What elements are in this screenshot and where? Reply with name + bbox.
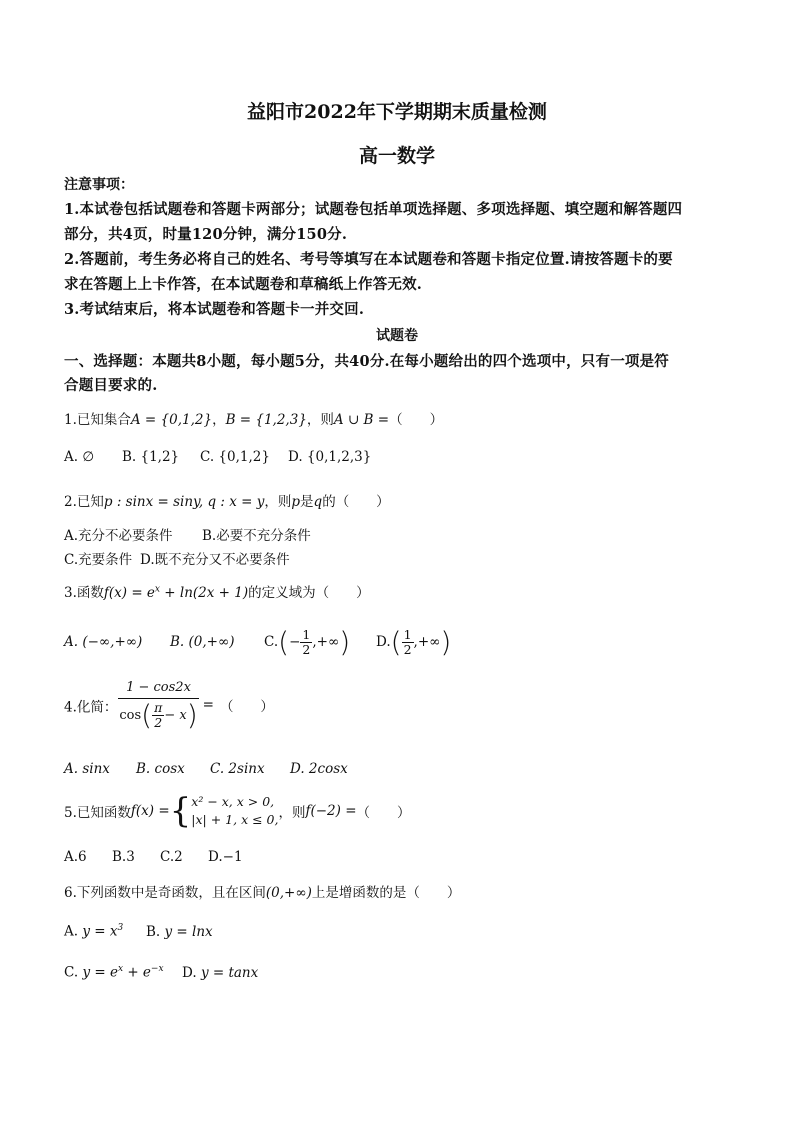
notice-line-1: 1.本试卷包括试题卷和答题卡两部分；试题卷包括单项选择题、多项选择题、填空题和解答题四: [64, 201, 683, 218]
q6-option-b-expr: y = lnx: [164, 923, 213, 940]
q3-c-den: 2: [302, 641, 311, 657]
q5-func: f(x) =: [130, 803, 170, 820]
q6-option-c-expr: y = e: [82, 964, 118, 981]
q3-blank: （ ）: [315, 585, 370, 601]
q6-option-c-exp1: x: [117, 964, 124, 974]
q3-option-c: [264, 625, 376, 659]
q6-blank: （ ）: [406, 885, 461, 901]
q1-sep: ，: [212, 412, 226, 428]
q4-right-paren: ): [186, 698, 198, 732]
q1-prefix: 1.已知集合: [64, 412, 131, 428]
q4-pi: π: [154, 700, 163, 716]
q4-prefix: 4.化简：: [64, 699, 118, 716]
subject-title: 高一数学: [358, 145, 435, 167]
q3-ask: 的定义域为: [248, 585, 316, 601]
q1-ask: ，则: [306, 412, 334, 428]
q3-c-tail: ,+∞: [312, 633, 340, 650]
q6-option-c-label: C.: [64, 964, 79, 981]
q4-cos: cos: [119, 708, 142, 724]
q5-prefix: 5.已知函数: [64, 805, 131, 822]
q2-option-c: C.充要条件: [64, 552, 133, 568]
q6-interval: (0,+∞): [265, 885, 312, 901]
q1-option-a: A. ∅: [64, 449, 95, 465]
q6-option-d-label: D.: [182, 964, 197, 981]
q5-ask: ，则: [278, 805, 306, 822]
q4-option-c: C. 2sinx: [210, 761, 265, 777]
q3-c-fraction: [300, 628, 312, 657]
q1-option-d: D. {0,1,2,3}: [288, 449, 372, 465]
q6-prefix: 6.下列函数中是奇函数，且在区间: [64, 885, 266, 901]
q6-option-a-label: A.: [64, 923, 79, 940]
q6-option-b-label: B.: [146, 923, 161, 940]
notice-line-5: 3.考试结束后，将本试题卷和答题卡一并交回.: [64, 301, 365, 318]
q6-ask: 上是增函数的是: [311, 885, 407, 901]
section-heading-line-1: 一、选择题：本题共8小题，每小题5分，共40分.在每小题给出的四个选项中，只有一项是符: [64, 353, 670, 370]
q6-options-row-1: [64, 923, 213, 940]
notice-line-4: 求在答题上上卡作答，在本试题卷和草稿纸上作答无效.: [64, 276, 423, 293]
q5-blank: （ ）: [356, 805, 411, 822]
paper-label: 试题卷: [376, 328, 418, 344]
q4-minus-x: − x: [164, 708, 187, 724]
notice-line-3: 2.答题前，考生务必将自己的姓名、考号等填写在本试题卷和答题卡指定位置.请按答题卡的要: [64, 251, 673, 268]
q6-option-c-mid: + e: [123, 964, 151, 981]
q3-option-a: A. (−∞,+∞): [64, 633, 143, 650]
q2-option-b: B.必要不充分条件: [202, 528, 311, 544]
q2-options-row-2: [64, 548, 290, 568]
q4-option-d: D. 2cosx: [290, 761, 348, 777]
q2-of: 的: [322, 494, 336, 510]
q4-pi-fraction: [152, 701, 164, 730]
question-1: [64, 408, 443, 428]
question-3: [64, 581, 370, 601]
q4-main-fraction: [117, 681, 199, 730]
q3-prefix: 3.函数: [64, 585, 104, 601]
q3-d-den: 2: [403, 641, 412, 657]
q2-q: q: [313, 494, 323, 510]
q5-option-b: B.3: [112, 849, 135, 865]
q2-option-d: D.既不充分又不必要条件: [140, 552, 290, 568]
q6-option-d: [182, 965, 258, 981]
q3-d-left-paren: (: [390, 625, 402, 659]
q5-expr: f(−2) =: [305, 803, 357, 820]
q2-blank: （ ）: [335, 494, 390, 510]
q3-c-sign: −: [289, 633, 301, 650]
q1-set-a: A = {0,1,2}: [130, 412, 213, 428]
q3-c-left-paren: (: [278, 625, 290, 659]
q3-func: f(x) = e: [103, 585, 155, 601]
q2-ask: ，则: [264, 494, 292, 510]
q5-brace: {: [169, 791, 192, 832]
q4-left-paren: (: [141, 698, 153, 732]
q3-func-rest: + ln(2x + 1): [160, 585, 249, 601]
q3-d-num: 1: [403, 627, 412, 642]
q4-denominator: [117, 699, 199, 730]
q3-option-c-label: C.: [264, 633, 279, 650]
question-2: [64, 490, 390, 510]
q3-c-right-paren: ): [339, 625, 351, 659]
q5-piecewise: [191, 793, 278, 829]
q5-case-1: x² − x, x > 0,: [191, 794, 275, 809]
q6-option-a-exp: 3: [117, 923, 124, 933]
q1-blank: （ ）: [389, 412, 444, 428]
q4-two: 2: [154, 715, 163, 731]
q2-prefix: 2.已知: [64, 494, 104, 510]
q3-d-tail: ,+∞: [413, 633, 441, 650]
q4-equals: =: [202, 697, 214, 714]
q2-options-row-1: [64, 524, 311, 544]
q6-option-a: [64, 923, 146, 940]
q4-option-a: A. sinx: [64, 761, 110, 777]
q6-option-a-expr: y = x: [82, 923, 118, 940]
q4-option-b: B. cosx: [136, 761, 185, 777]
q6-options-row-2: [64, 964, 258, 981]
q3-exponent: x: [154, 584, 160, 595]
q5-option-a: A.6: [64, 849, 87, 865]
notice-line-2: 部分，共4页，时量120分钟，满分150分.: [64, 226, 348, 243]
q5-option-d: D.−1: [208, 849, 243, 865]
question-6: [64, 881, 460, 901]
q1-option-b: B. {1,2}: [122, 449, 180, 465]
q3-d-fraction: [402, 628, 414, 657]
question-5: [64, 791, 411, 832]
q6-option-d-expr: y = tanx: [200, 964, 259, 981]
q4-options: [64, 761, 348, 777]
q1-set-b: B = {1,2,3}: [225, 412, 307, 428]
q3-option-d: [376, 625, 452, 659]
q2-is: 是: [300, 494, 314, 510]
q6-option-b: [146, 924, 213, 940]
q1-options: [64, 449, 371, 465]
q3-d-right-paren: ): [440, 625, 452, 659]
notice-heading: 注意事项：: [64, 177, 134, 193]
section-heading-line-2: 合题目要求的.: [64, 377, 158, 394]
q5-option-c: C.2: [160, 849, 183, 865]
q6-option-c: [64, 964, 182, 981]
exam-title: 益阳市2022年下学期期末质量检测: [247, 101, 547, 123]
q2-p: p: [291, 494, 301, 510]
q1-expr: A ∪ B =: [333, 412, 390, 428]
q5-case-2: |x| + 1, x ≤ 0,: [191, 812, 279, 828]
q1-option-c: C. {0,1,2}: [200, 449, 270, 465]
q2-propositions: p : sinx = siny, q : x = y: [103, 494, 265, 510]
q3-option-b: B. (0,+∞): [170, 633, 235, 650]
question-4: [64, 681, 274, 730]
q4-numerator: 1 − cos2x: [118, 681, 199, 699]
q4-blank: （ ）: [219, 699, 274, 716]
q6-option-c-exp2: −x: [150, 964, 164, 974]
q3-option-d-label: D.: [376, 633, 391, 650]
q3-options: [64, 625, 452, 659]
q5-options: [64, 849, 243, 865]
q3-c-num: 1: [302, 627, 311, 642]
q2-option-a: A.充分不必要条件: [64, 528, 173, 544]
